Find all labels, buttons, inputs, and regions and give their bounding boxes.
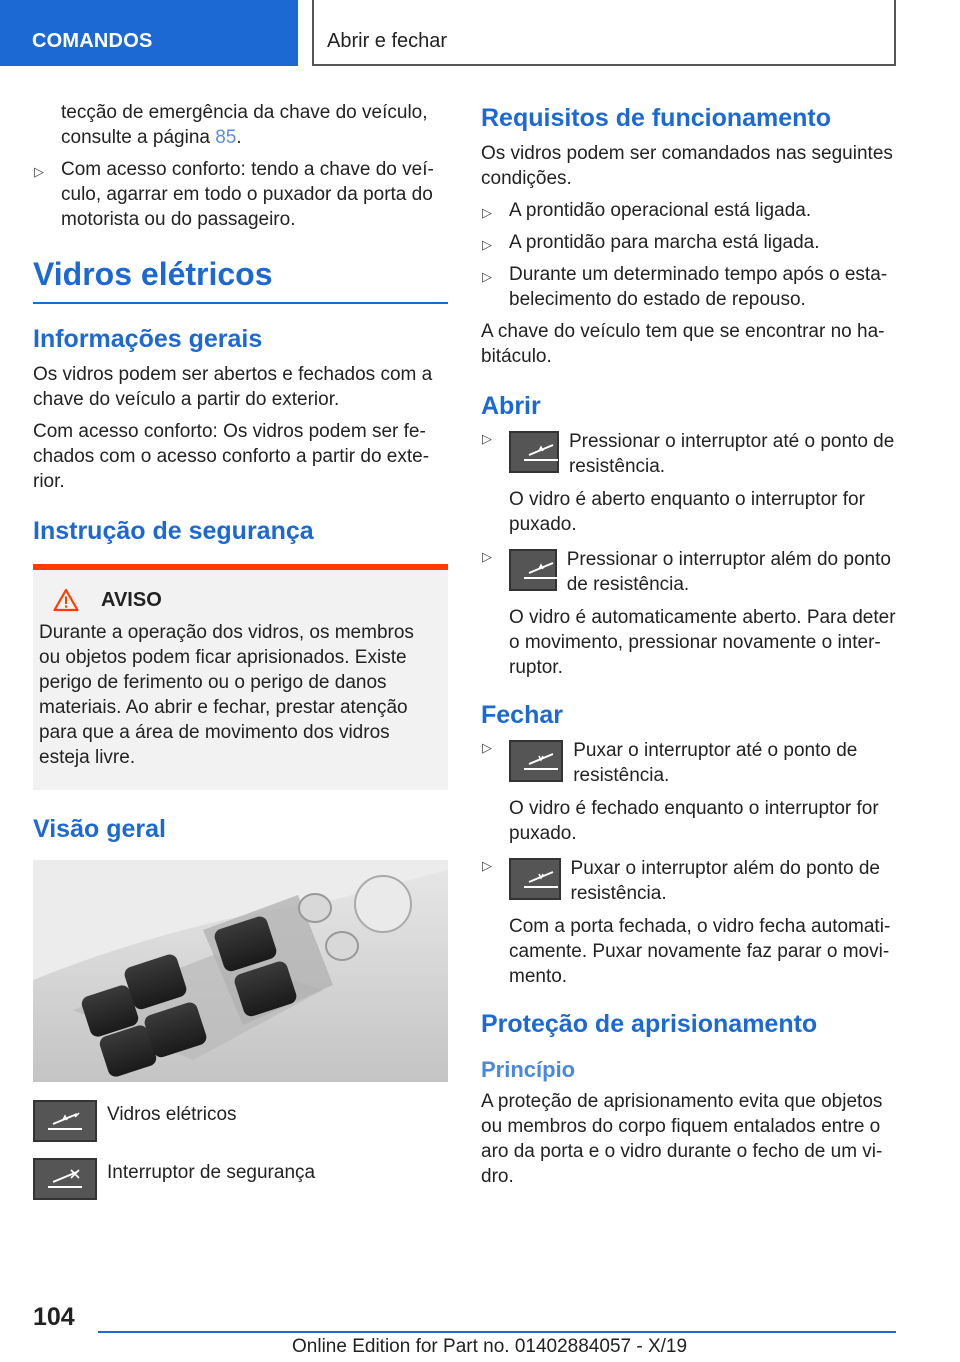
heading-safety: Instrução de segurança bbox=[33, 517, 314, 545]
heading-general-info: Informações gerais bbox=[33, 325, 263, 353]
info-paragraph-1: Os vidros podem ser abertos e fechados com a chave do veículo a partir do exterior. bbox=[33, 364, 433, 410]
footer-edition-text: Online Edition for Part no. 01402884057 - X/19 bbox=[292, 1336, 688, 1357]
operation-action: Puxar o interruptor até o ponto de resistência. bbox=[573, 740, 858, 786]
operation-row bbox=[509, 738, 896, 788]
bullet-triangle-icon: ▷ bbox=[482, 858, 492, 873]
header-chapter-box bbox=[312, 0, 896, 66]
operation-action: Pressionar o interruptor até o ponto de resistência. bbox=[568, 431, 895, 477]
door-switch-photo bbox=[33, 860, 448, 1082]
page-reference-link[interactable]: 85 bbox=[215, 127, 237, 148]
safety-switch-icon bbox=[33, 1158, 97, 1200]
warning-text: Durante a operação dos vidros, os membros ou objetos podem ficar aprisionados. Existe perigo de ferimento ou o perigo de danos materiais. Ao abrir e fechar, prestar atenção para que a área de movimento dos vidros esteja livre. bbox=[39, 622, 414, 768]
list-item-text: A prontidão operacional está ligada. bbox=[509, 200, 812, 221]
left-column bbox=[33, 100, 448, 1216]
page-number: 104 bbox=[33, 1303, 75, 1331]
operation-action: Puxar o interruptor além do ponto de resistência. bbox=[570, 858, 880, 904]
principle-text: A proteção de aprisionamento evita que objetos ou membros do corpo fiquem entalados entre o aro da porta e o vidro durante o fecho de um vidro. bbox=[481, 1091, 883, 1187]
warning-title: AVISO bbox=[101, 588, 162, 611]
header-chapter-label: Abrir e fechar bbox=[327, 30, 448, 52]
list-item bbox=[481, 198, 896, 223]
legend-label: Interruptor de segurança bbox=[107, 1162, 316, 1183]
operation-result: O vidro é aberto enquanto o interruptor for puxado. bbox=[509, 489, 865, 535]
window-switch-icon bbox=[33, 1100, 97, 1142]
heading-principle: Princípio bbox=[481, 1057, 576, 1082]
window-switch-icon bbox=[509, 740, 563, 782]
header-section-tab bbox=[0, 0, 298, 66]
intro-bullet-list bbox=[33, 157, 448, 232]
window-switch-icon bbox=[509, 431, 559, 473]
open-item bbox=[481, 429, 896, 537]
operation-result: Com a porta fechada, o vidro fecha automaticamente. Puxar novamente faz parar o movimento. bbox=[509, 916, 891, 987]
heading-pinch-protection: Proteção de aprisionamento bbox=[481, 1010, 818, 1038]
heading-open: Abrir bbox=[481, 392, 541, 420]
list-item bbox=[481, 230, 896, 255]
window-switch-icon bbox=[509, 549, 557, 591]
legend-row bbox=[33, 1100, 448, 1142]
right-column bbox=[481, 100, 896, 1196]
bullet-triangle-icon: ▷ bbox=[482, 205, 492, 220]
requirements-intro: Os vidros podem ser comandados nas seguintes condições. bbox=[481, 143, 893, 189]
warning-header bbox=[39, 588, 440, 612]
legend-row bbox=[33, 1158, 448, 1200]
operation-result: O vidro é automaticamente aberto. Para deter o movimento, pressionar novamente o interruptor. bbox=[509, 607, 896, 678]
heading-requirements: Requisitos de funcionamento bbox=[481, 104, 832, 132]
operation-row bbox=[509, 429, 896, 479]
warning-triangle-icon bbox=[53, 588, 79, 612]
operation-result: O vidro é fechado enquanto o interruptor for puxado. bbox=[509, 798, 879, 844]
bullet-triangle-icon: ▷ bbox=[482, 269, 492, 284]
requirements-note: A chave do veículo tem que se encontrar no habitáculo. bbox=[481, 321, 885, 367]
list-item-text: A prontidão para marcha está ligada. bbox=[509, 232, 820, 253]
close-item bbox=[481, 738, 896, 846]
list-item bbox=[481, 262, 896, 312]
requirements-list bbox=[481, 198, 896, 312]
operation-row bbox=[509, 856, 896, 906]
bullet-triangle-icon: ▷ bbox=[482, 237, 492, 252]
intro-continuation bbox=[33, 100, 448, 150]
close-item bbox=[481, 856, 896, 989]
heading-overview: Visão geral bbox=[33, 815, 166, 843]
list-item bbox=[33, 157, 448, 232]
header-section-label: COMANDOS bbox=[32, 30, 153, 52]
list-item-text: Com acesso conforto: tendo a chave do veículo, agarrar em todo o puxador da porta do motorista ou do passageiro. bbox=[61, 159, 434, 230]
intro-line-2-prefix: consulte a página bbox=[61, 127, 216, 148]
legend-label: Vidros elétricos bbox=[107, 1104, 237, 1125]
warning-box bbox=[33, 564, 448, 790]
intro-line-1: tecção de emergência da chave do veículo, bbox=[61, 102, 428, 123]
window-switch-icon bbox=[509, 858, 561, 900]
open-item bbox=[481, 547, 896, 680]
operation-action: Pressionar o interruptor além do ponto de resistência. bbox=[566, 549, 891, 595]
door-panel-illustration bbox=[33, 860, 448, 1082]
intro-line-2-suffix: . bbox=[236, 127, 242, 148]
bullet-triangle-icon: ▷ bbox=[482, 431, 492, 446]
list-item-text: Durante um determinado tempo após o estabelecimento do estado de repouso. bbox=[509, 264, 888, 310]
operation-row bbox=[509, 547, 896, 597]
bullet-triangle-icon: ▷ bbox=[482, 549, 492, 564]
bullet-triangle-icon: ▷ bbox=[34, 164, 44, 179]
footer-divider bbox=[98, 1331, 896, 1333]
info-paragraph-2: Com acesso conforto: Os vidros podem ser fechados com o acesso conforto a partir do exterior. bbox=[33, 421, 430, 492]
heading-close: Fechar bbox=[481, 701, 563, 729]
section-title-power-windows: Vidros elétricos bbox=[33, 256, 448, 304]
bullet-triangle-icon: ▷ bbox=[482, 740, 492, 755]
